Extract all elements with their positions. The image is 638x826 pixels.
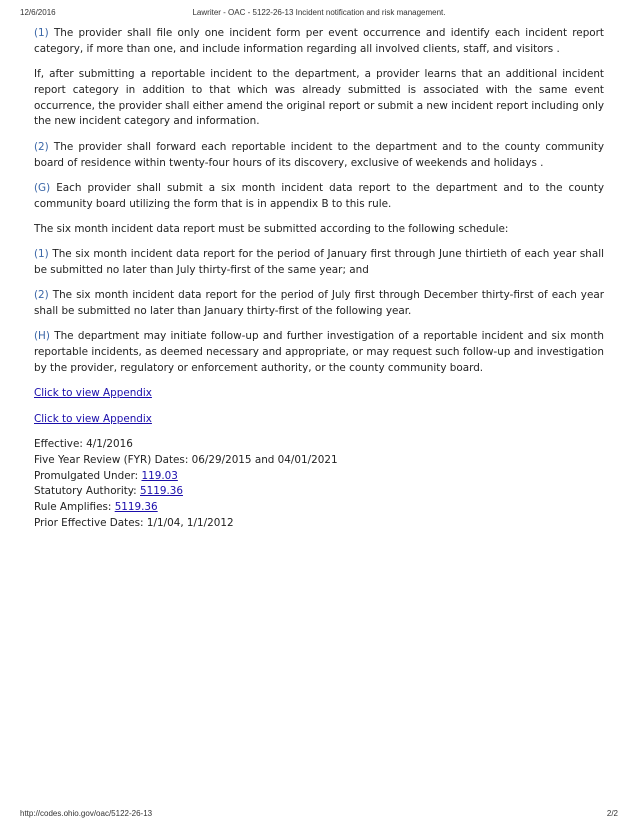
fyr-value: 06/29/2015 and 04/01/2021: [191, 453, 338, 466]
promulgated-label: Promulgated Under:: [34, 469, 142, 482]
paragraph-text: If, after submitting a reportable incident to the department, a provider learns that an additional incident report category in addition to that which was already submitted is associated with the same event occurrence, the provider shall either amend the original report or submit a new incident report including only the new incident category and information.: [34, 68, 604, 128]
paragraph: [34, 67, 604, 130]
paragraph: [34, 140, 604, 172]
paragraph: [34, 247, 604, 279]
rule-metadata: [34, 437, 604, 532]
paragraph-text: The department may initiate follow-up and further investigation of a reportable incident and six month reportable incidents, as deemed necessary and appropriate, or may request such follow-up and investigation by the provider, regulatory or enforcement authority, or the county community board.: [34, 330, 604, 375]
paragraph-marker: (1): [34, 248, 49, 261]
paragraph: [34, 222, 604, 238]
effective-value: 4/1/2016: [86, 437, 133, 450]
fyr-dates: [34, 453, 604, 469]
amplifies-label: Rule Amplifies:: [34, 501, 115, 514]
effective-date: [34, 437, 604, 453]
paragraph: [34, 181, 604, 213]
paragraph-marker: (1): [34, 27, 49, 39]
print-date: 12/6/2016: [20, 8, 56, 17]
rule-amplifies: [34, 500, 604, 516]
page-number: 2/2: [606, 809, 618, 818]
statutory-label: Statutory Authority:: [34, 485, 140, 498]
prior-effective-dates: [34, 516, 604, 532]
statutory-link[interactable]: 5119.36: [140, 485, 183, 498]
print-title: Lawriter - OAC - 5122-26-13 Incident notification and risk management.: [192, 8, 446, 17]
promulgated-link[interactable]: 119.03: [141, 469, 178, 482]
appendix-link-row: [34, 386, 604, 402]
paragraph-marker: (2): [34, 289, 49, 302]
promulgated-under: [34, 469, 604, 485]
appendix-link-row: [34, 412, 604, 428]
print-footer: [20, 804, 618, 818]
statutory-authority: [34, 484, 604, 500]
fyr-label: Five Year Review (FYR) Dates:: [34, 453, 192, 466]
prior-value: 1/1/04, 1/1/2012: [146, 516, 234, 529]
appendix-link[interactable]: Click to view Appendix: [34, 387, 152, 400]
paragraph: [34, 329, 604, 376]
print-url: http://codes.ohio.gov/oac/5122-26-13: [20, 809, 153, 818]
paragraph-text: The provider shall forward each reportable incident to the department and to the county community board of residence within twenty-four hours of its discovery, exclusive of weekends and holidays .: [34, 140, 604, 169]
paragraph-text: The six month incident data report must be submitted according to the following schedule:: [34, 222, 509, 235]
appendix-link[interactable]: Click to view Appendix: [34, 412, 152, 425]
effective-label: Effective:: [34, 437, 87, 450]
prior-label: Prior Effective Dates:: [34, 516, 147, 529]
paragraph-marker: (H): [34, 330, 50, 343]
amplifies-link[interactable]: 5119.36: [114, 501, 158, 514]
rule-content: [34, 26, 604, 532]
paragraph-text: The six month incident data report for the period of January first through June thirtieth of each year shall be submitted no later than July thirty-first of the same year; and: [34, 248, 604, 277]
paragraph-text: The six month incident data report for the period of July first through December thirty-first of each year shall be submitted no later than January thirty-first of the following year.: [34, 289, 604, 318]
paragraph-text: The provider shall file only one incident form per event occurrence and identify each incident report category, if more than one, and include information regarding all involved clients, staff, and visitors .: [34, 27, 604, 55]
paragraph-marker: (2): [34, 140, 49, 153]
print-header: [20, 8, 618, 22]
paragraph-text: Each provider shall submit a six month incident data report to the department and to the county community board utilizing the form that is in appendix B to this rule.: [34, 181, 604, 210]
paragraph-marker: (G): [34, 181, 51, 194]
paragraph: [34, 288, 604, 320]
paragraph: [34, 26, 604, 58]
